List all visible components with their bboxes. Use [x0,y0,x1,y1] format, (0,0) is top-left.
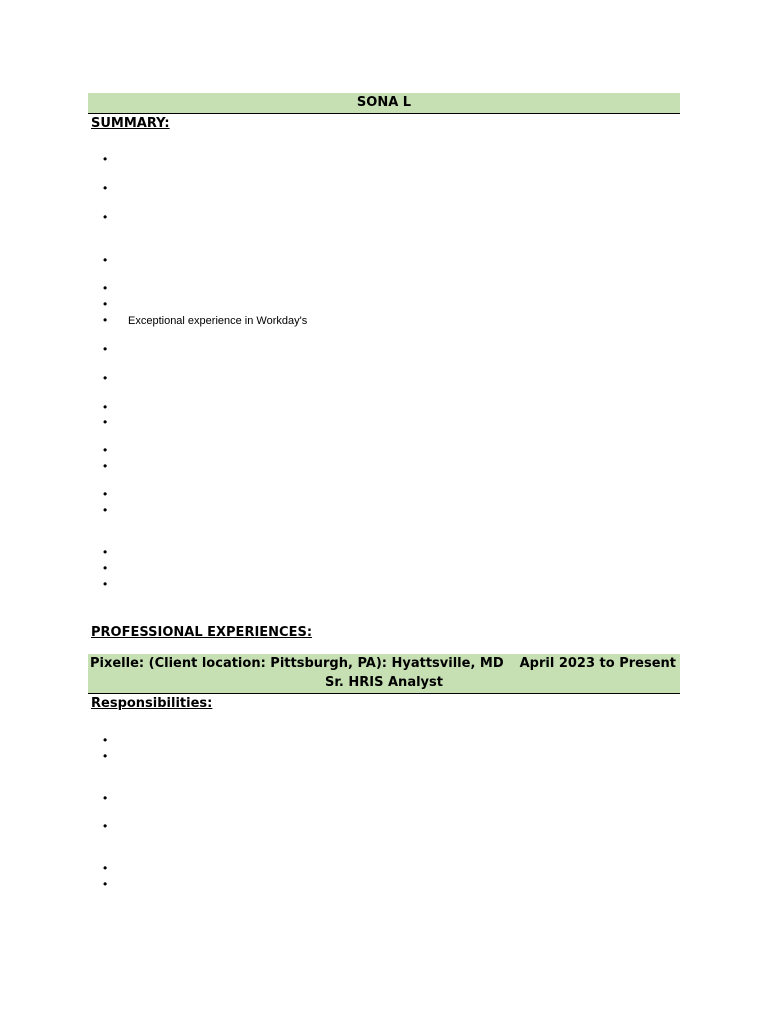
bullet-icon: • [103,181,108,195]
responsibility-bullet [103,791,663,805]
job-company: Pixelle: (Client location: Pittsburgh, PA): Hyattsville, MD [90,656,504,671]
bullet-icon: • [103,459,108,473]
bullet-icon: • [103,503,108,517]
summary-bullet: • Exceptional experience in Workday's [103,313,308,327]
summary-bullet [103,181,663,195]
responsibility-bullet [103,861,663,875]
summary-heading: SUMMARY: [91,116,170,131]
experience-heading: PROFESSIONAL EXPERIENCES: [91,625,313,640]
bullet-icon: • [103,487,108,501]
summary-bullet [103,210,663,224]
summary-bullet [103,487,663,501]
bullet-icon: • [103,253,108,267]
summary-bullet [103,400,663,414]
summary-bullet [103,152,663,166]
summary-bullet [103,459,663,473]
bullet-icon: • [103,545,108,559]
summary-bullet [103,371,663,385]
bullet-icon: • [103,313,108,327]
summary-bullet [103,281,663,295]
summary-bullet [103,297,663,311]
responsibilities-heading: Responsibilities: [91,696,213,711]
bullet-icon: • [103,443,108,457]
bullet-icon: • [103,371,108,385]
bullet-icon: • [103,733,108,747]
summary-bullet [103,561,663,575]
bullet-icon: • [103,342,108,356]
bullet-icon: • [103,819,108,833]
bullet-icon: • [103,210,108,224]
summary-bullet [103,503,663,517]
bullet-icon: • [103,577,108,591]
responsibility-bullet [103,819,663,833]
summary-bullet [103,545,663,559]
bullet-icon: • [103,561,108,575]
responsibility-bullet [103,877,663,891]
summary-bullet [103,443,663,457]
bullet-icon: • [103,400,108,414]
bullet-icon: • [103,749,108,763]
job-dates: April 2023 to Present [519,656,676,671]
bullet-icon: • [103,861,108,875]
summary-bullet [103,415,663,429]
job-title: Sr. HRIS Analyst [325,675,443,690]
bullet-icon: • [103,281,108,295]
bullet-icon: • [103,415,108,429]
summary-bullet [103,253,663,267]
summary-bullet [103,342,663,356]
responsibility-bullet [103,749,663,763]
bullet-icon: • [103,152,108,166]
summary-bullet [103,577,663,591]
bullet-icon: • [103,791,108,805]
bullet-icon: • [103,297,108,311]
responsibility-bullet [103,733,663,747]
candidate-name: SONA L [88,93,680,114]
job-header [88,654,680,694]
bullet-icon: • [103,877,108,891]
